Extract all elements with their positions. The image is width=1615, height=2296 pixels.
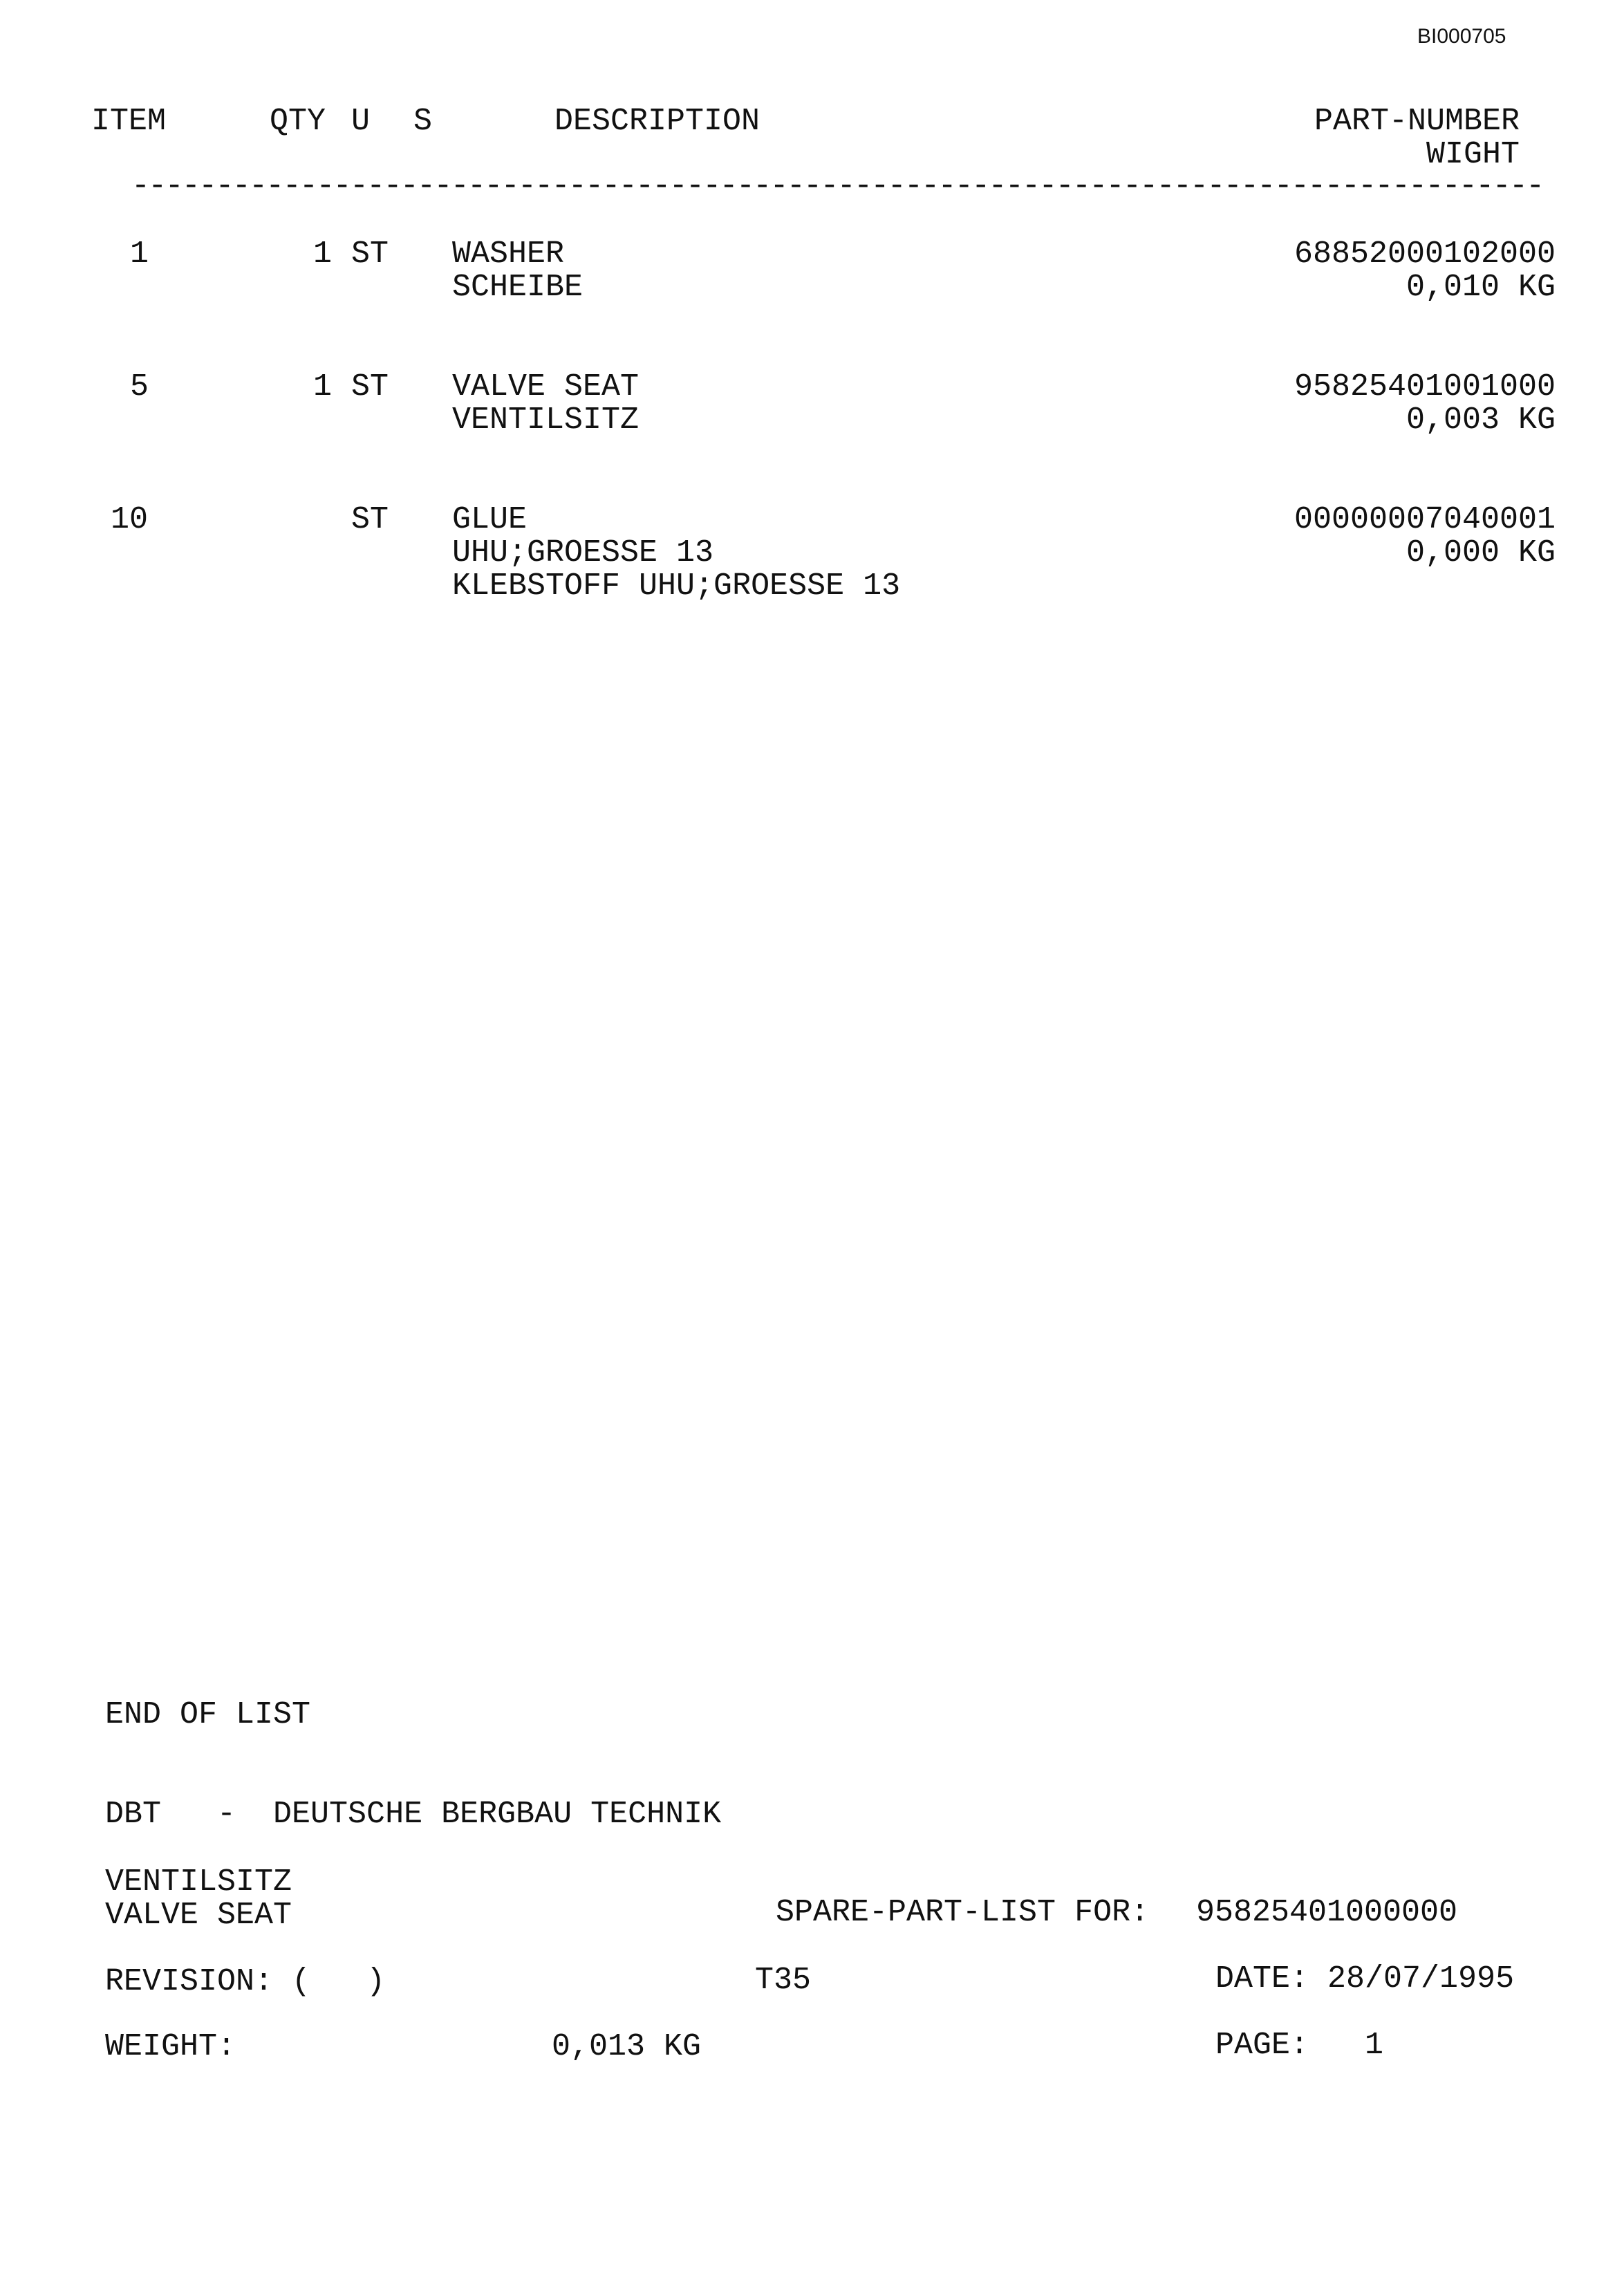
document-code: T35 [755,1963,812,1998]
item-part-number: 68852000102000 [1294,237,1556,272]
item-description-1: WASHER [452,237,565,272]
item-weight: 0,010 KG [1406,270,1556,305]
header-part-number: PART-NUMBER [1314,104,1520,139]
item-description-2: VENTILSITZ [452,402,640,438]
item-part-number: 95825401001000 [1294,369,1556,405]
header-description: DESCRIPTION [554,104,760,139]
item-description-1: GLUE [452,502,528,537]
item-description-1: VALVE SEAT [452,369,640,405]
item-qty: 1 [312,237,332,272]
header-separator: ------------------------------------------------------------------------------------ [131,170,1543,203]
item-unit: ST [351,502,389,537]
header-weight: WIGHT [1426,137,1520,172]
item-weight: 0,000 KG [1406,535,1556,571]
header-s: S [413,104,433,139]
item-number: 1 [130,237,149,272]
product-name-en: VALVE SEAT [105,1898,292,1933]
total-weight: 0,013 KG [552,2029,702,2064]
revision: REVISION: ( ) [105,1964,386,1999]
document-id: BI000705 [1417,25,1506,48]
item-part-number: 00000007040001 [1294,502,1556,537]
item-description-3: KLEBSTOFF UHU;GROESSE 13 [452,568,901,604]
weight-label: WEIGHT: [105,2029,236,2064]
header-unit: U [351,104,371,139]
product-name-de: VENTILSITZ [105,1864,292,1900]
spare-part-number: 95825401000000 [1196,1895,1458,1930]
item-description-2: UHU;GROESSE 13 [452,535,714,571]
page-number: PAGE: 1 [1215,2028,1384,2063]
company-name: DBT - DEUTSCHE BERGBAU TECHNIK [105,1797,722,1832]
item-number: 10 [111,502,149,537]
item-unit: ST [351,369,389,405]
item-unit: ST [351,237,389,272]
header-item: ITEM [91,104,167,139]
end-of-list: END OF LIST [105,1697,311,1732]
item-qty: 1 [312,369,332,405]
header-qty: QTY [270,104,326,139]
item-weight: 0,003 KG [1406,402,1556,438]
item-number: 5 [130,369,149,405]
date: DATE: 28/07/1995 [1215,1961,1515,1997]
item-description-2: SCHEIBE [452,270,584,305]
spare-part-label: SPARE-PART-LIST FOR: [776,1895,1150,1930]
